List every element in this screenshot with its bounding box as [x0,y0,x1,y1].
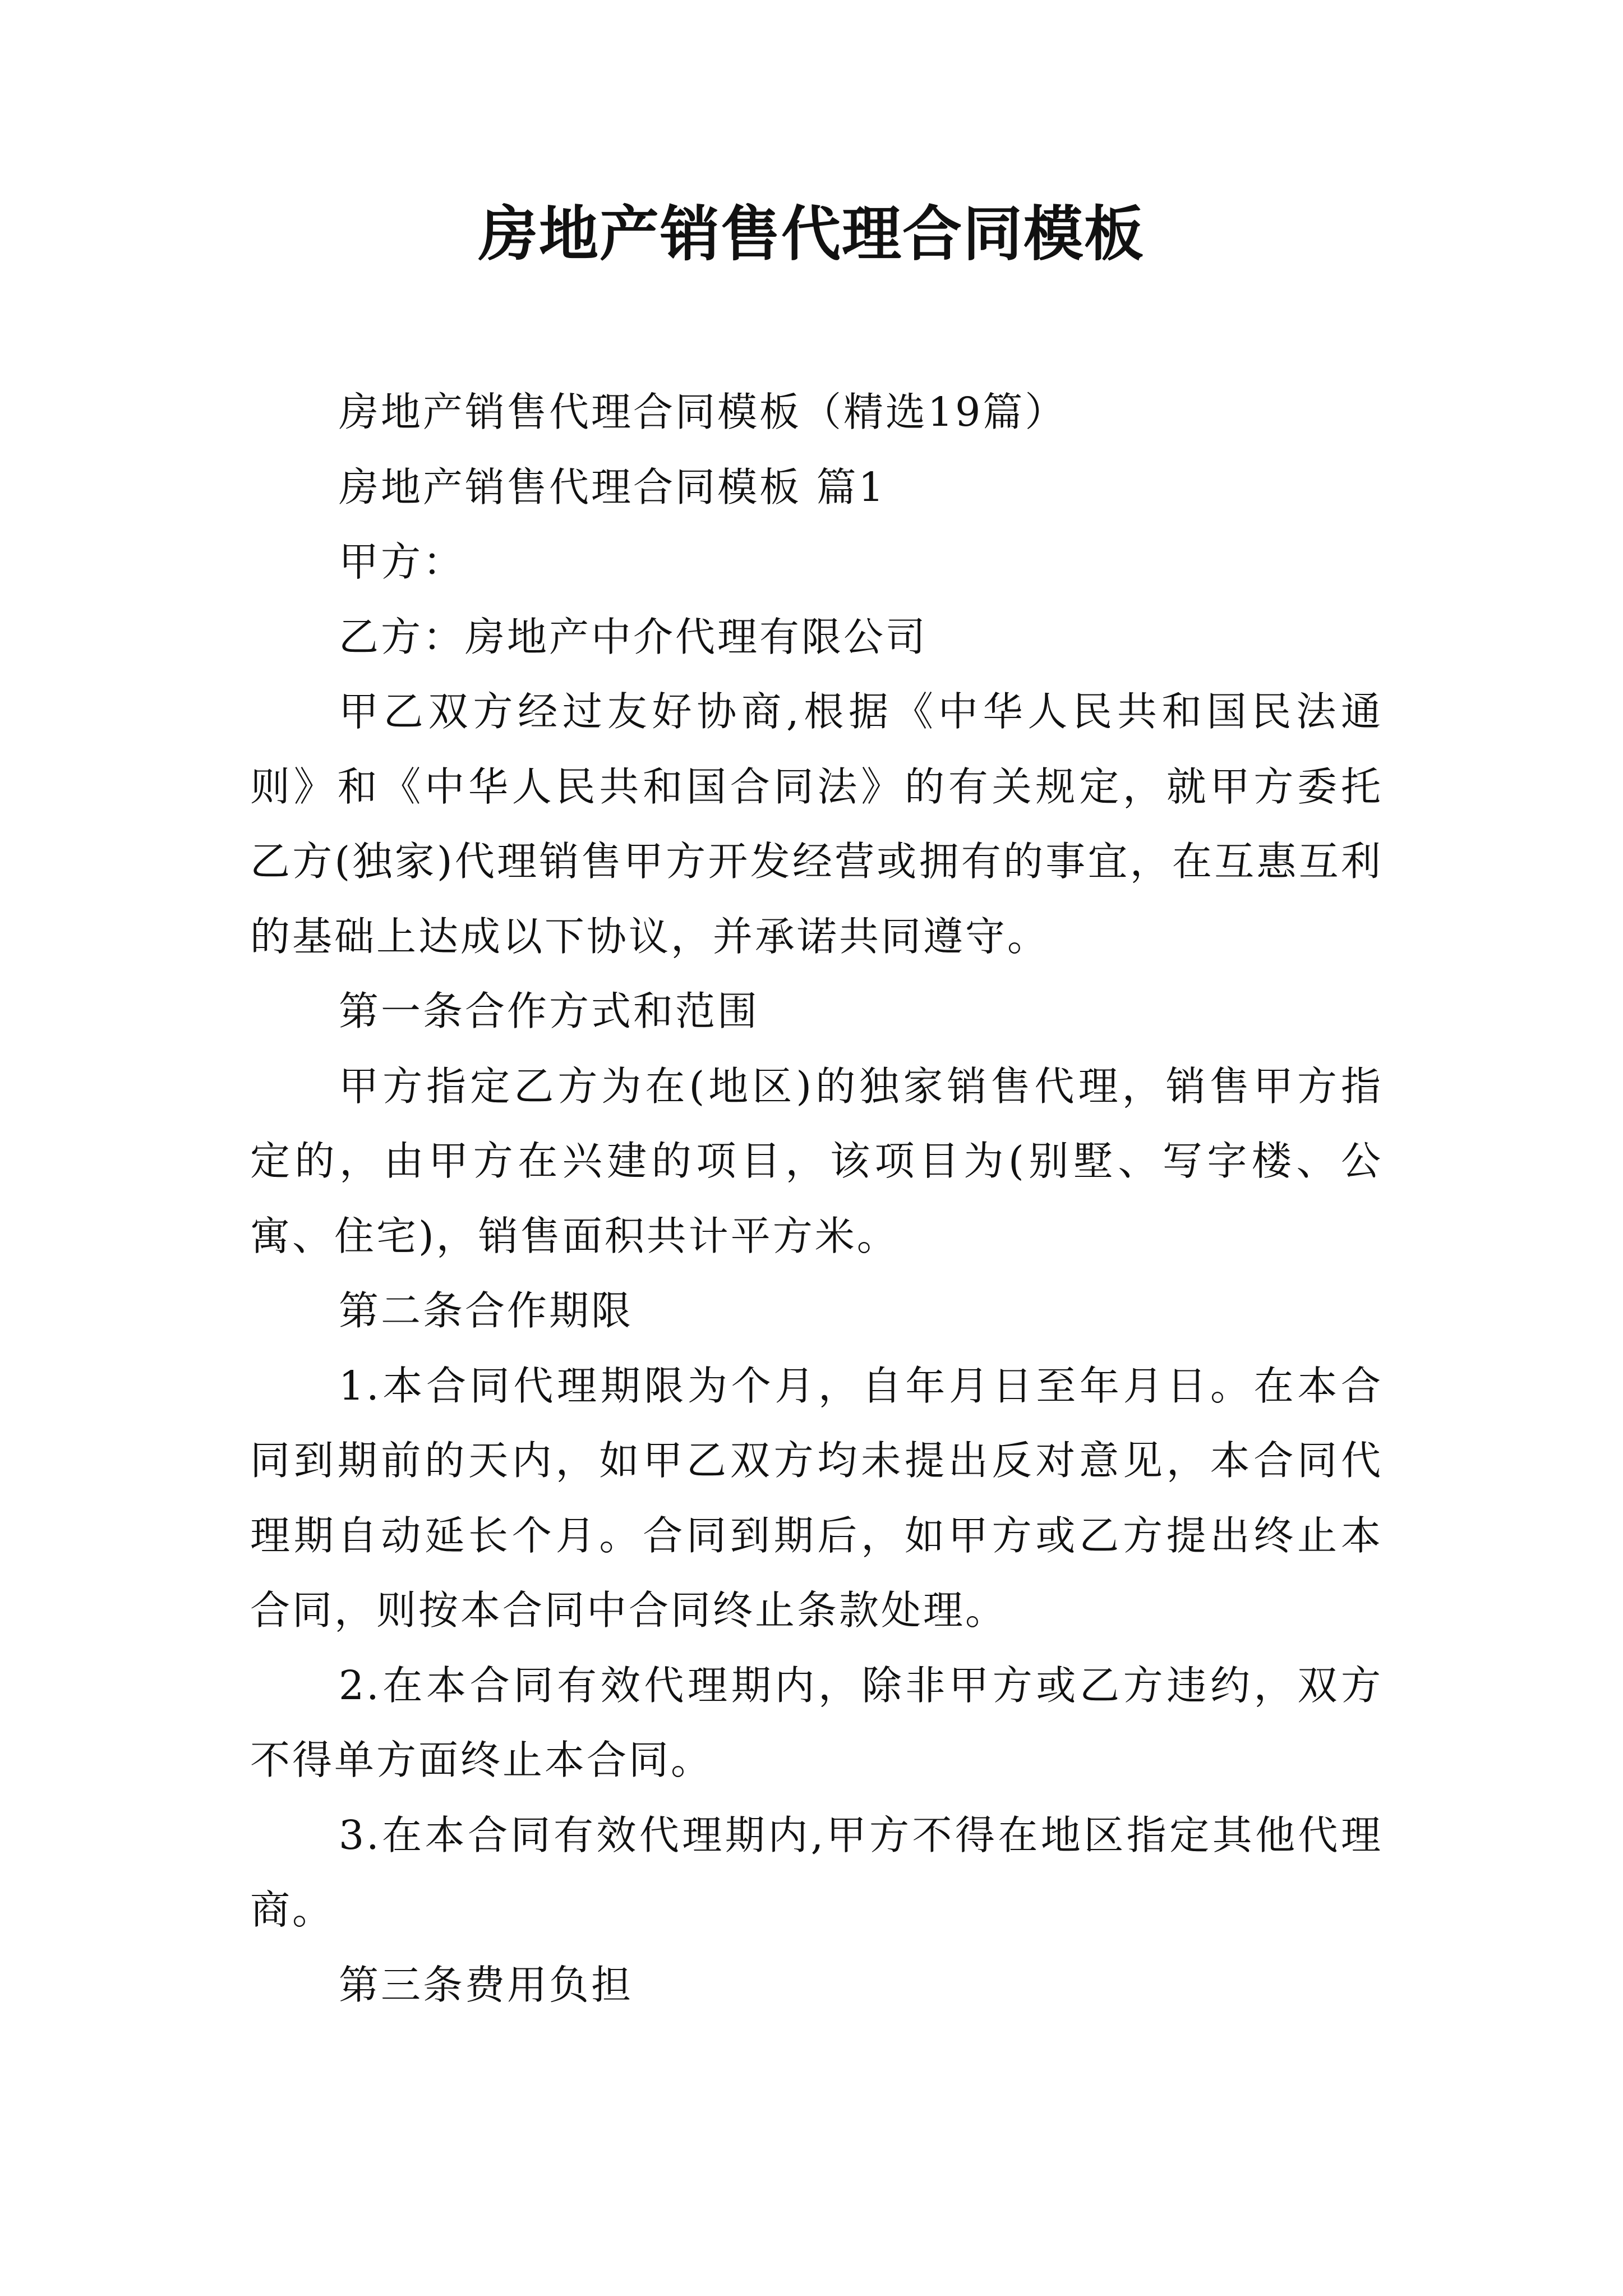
paragraph-article-3-heading: 第三条费用负担 [339,1961,634,2008]
paragraph-subtitle: 房地产销售代理合同模板（精选19篇） [339,389,1067,435]
paragraph-article-2-item-1: 1.本合同代理期限为个月，自年月日至年月日。在本合同到期前的天内，如甲乙双方均未提出反对意见，本合同代理期自动延长个月。合同到期后，如甲方或乙方提出终止本合同，则按本合同中合同终止条款处理。 [250,1362,1383,1634]
paragraph-preamble: 甲乙双方经过友好协商,根据《中华人民共和国民法通则》和《中华人民共和国合同法》的有关规定，就甲方委托乙方(独家)代理销售甲方开发经营或拥有的事宜，在互惠互利的基础上达成以下协议，并承诺共同遵守。 [250,688,1383,960]
paragraph-party-a: 甲方： [339,539,465,585]
paragraph-article-1-body: 甲方指定乙方为在(地区)的独家销售代理，销售甲方指定的，由甲方在兴建的项目，该项目为(别墅、写字楼、公寓、住宅)，销售面积共计平方米。 [250,1062,1383,1259]
document-body [250,375,1383,2022]
paragraph-party-b: 乙方：房地产中介代理有限公司 [339,613,928,660]
paragraph-article-2-item-3: 3.在本合同有效代理期内,甲方不得在地区指定其他代理商。 [250,1811,1383,1933]
paragraph-article-1-heading: 第一条合作方式和范围 [339,988,760,1034]
paragraph-section-heading: 房地产销售代理合同模板 篇1 [339,463,886,510]
document-title: 房地产销售代理合同模板 [478,199,1145,269]
paragraph-article-2-item-2: 2.在本合同有效代理期内，除非甲方或乙方违约，双方不得单方面终止本合同。 [250,1662,1383,1783]
paragraph-article-2-heading: 第二条合作期限 [339,1287,634,1334]
